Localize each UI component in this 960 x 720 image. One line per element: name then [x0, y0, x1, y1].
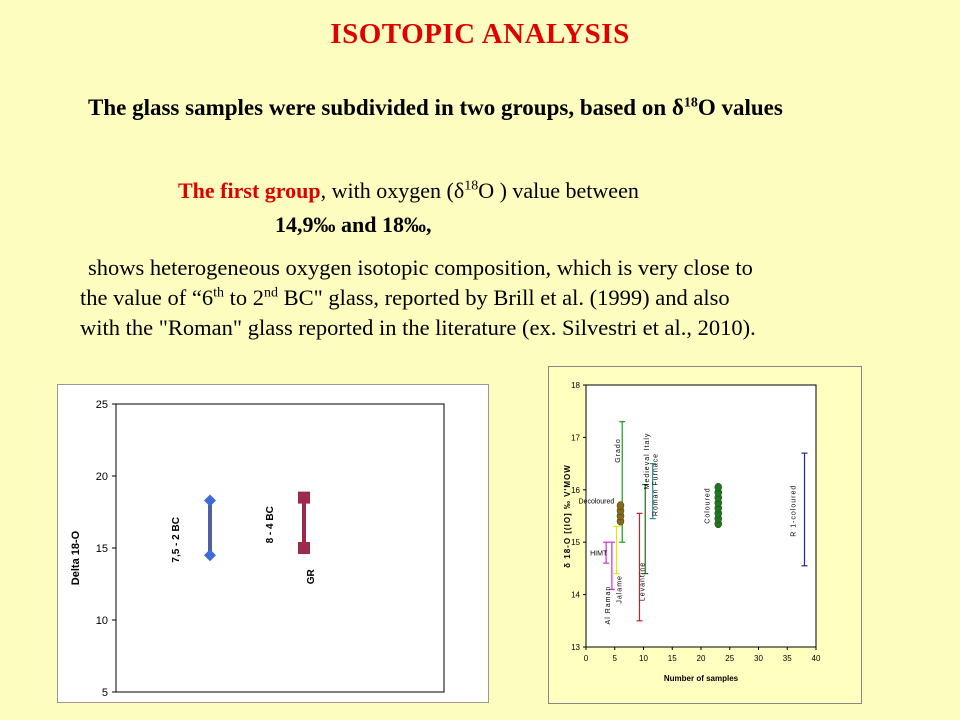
range-bar-label: Al Raman [604, 585, 612, 625]
y-tick-label: 18 [571, 381, 580, 390]
body-line-3: with the "Roman" glass reported in the literature (ex. Silvestri et al., 2010). [80, 315, 756, 340]
y-axis-label: Delta 18-O [70, 530, 82, 586]
range-bar-label: Jalame [616, 575, 624, 604]
y-tick-label: 16 [571, 485, 580, 495]
y-tick-label: 20 [95, 471, 108, 483]
x-tick-label: 40 [811, 654, 821, 663]
body-line-1: shows heterogeneous oxygen isotopic composition, which is very close to [88, 255, 753, 280]
y-tick-label: 15 [571, 538, 580, 548]
y-tick-label: 10 [95, 615, 108, 627]
x-tick-label: 0 [583, 654, 589, 663]
plot-area [116, 404, 444, 692]
body-text [80, 253, 902, 343]
first-group-label: The first group [178, 178, 321, 203]
right-chart-svg [549, 367, 861, 703]
data-point [298, 542, 310, 554]
x-tick-label: 5 [612, 654, 617, 663]
x-tick-label: 20 [696, 654, 706, 663]
x-tick-label: 10 [639, 654, 648, 663]
cluster-label: Coloured [704, 487, 712, 524]
page-title: ISOTOPIC ANALYSIS [330, 18, 630, 50]
range-bar-label: HIMT [590, 550, 608, 558]
y-tick-label: 25 [95, 399, 108, 411]
range-bar-label: Grado [615, 438, 623, 463]
range-bar-label: Roman Furnace [652, 452, 660, 517]
data-point [298, 492, 310, 504]
range-bar-label: Medieval Italy [644, 432, 652, 490]
y-tick-label: 5 [101, 687, 108, 699]
x-axis-label: Number of samples [663, 674, 739, 683]
cluster-label: Decoloured [578, 498, 615, 506]
y-tick-label: 14 [571, 590, 580, 600]
cluster-point [715, 483, 722, 491]
range-bar-label: Levantine [639, 561, 647, 602]
first-group-intro: The first group, with oxygen ($\delta^{18}O$ ) value between [178, 178, 639, 203]
subtitle: The glass samples were subdivided in two groups, based on $\delta^{18}O$ values [88, 95, 783, 120]
y-axis-label: δ 18-O [(IO] ‰ V'MOW [563, 464, 572, 568]
delta-18o-range-chart [57, 384, 489, 703]
cluster-point [617, 502, 624, 510]
series-label: 7,5 - 2 BC [171, 517, 182, 563]
series-label: 8 - 4 BC [265, 506, 276, 544]
y-tick-label: 15 [95, 543, 108, 555]
body-line-2: the value of “6th to 2nd BC" glass, reported by Brill et al. (1999) and also [80, 285, 730, 310]
value-range: 14,9‰ and 18‰, [275, 212, 432, 237]
x-tick-label: 35 [782, 654, 792, 663]
x-tick-label: 30 [754, 654, 763, 663]
x-tick-label: 25 [725, 654, 735, 663]
range-bar-label: R 1-coloured [790, 484, 798, 537]
y-tick-label: 17 [571, 433, 580, 443]
annotation-gr: GR [306, 569, 317, 585]
x-tick-label: 15 [667, 654, 677, 663]
left-chart-svg [58, 385, 488, 702]
isotope-literature-chart [548, 366, 862, 704]
y-tick-label: 13 [571, 643, 580, 652]
